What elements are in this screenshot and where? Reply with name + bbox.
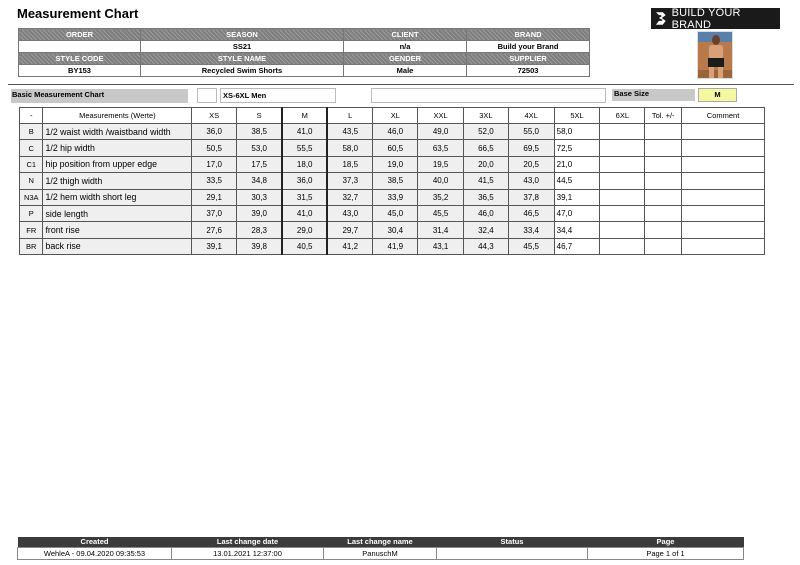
empty-field (197, 88, 217, 103)
cell-xl: 46,0 (373, 124, 418, 140)
table-row (20, 222, 765, 238)
row-measurement-name: hip position from upper edge (43, 156, 192, 172)
cell-6xl (600, 173, 645, 189)
cell-xs: 27,6 (192, 222, 237, 238)
cell-comment (682, 205, 765, 221)
cell-l: 58,0 (327, 140, 373, 156)
cell-s: 39,0 (236, 205, 282, 221)
cell-m: 41,0 (282, 124, 327, 140)
cell-m: 41,0 (282, 205, 327, 221)
row-code: BR (20, 238, 43, 254)
cell-6xl (600, 189, 645, 205)
cell-4xl: 33,4 (508, 222, 554, 238)
style-info-table (18, 28, 590, 77)
cell-m: 36,0 (282, 173, 327, 189)
cell-l: 41,2 (327, 238, 373, 254)
cell-s: 28,3 (236, 222, 282, 238)
cell-tolerance (645, 205, 682, 221)
cell-s: 30,3 (236, 189, 282, 205)
cell-tolerance (645, 140, 682, 156)
page-label: Page (588, 537, 744, 548)
table-row (20, 189, 765, 205)
row-measurement-name: 1/2 hip width (43, 140, 192, 156)
last-change-name-value: PanuschM (324, 548, 437, 560)
cell-s: 38,5 (236, 124, 282, 140)
cell-l: 32,7 (327, 189, 373, 205)
cell-xl: 19,0 (373, 156, 418, 172)
cell-4xl: 20,5 (508, 156, 554, 172)
size-range: XS-6XL Men (220, 88, 336, 103)
page-title: Measurement Chart (17, 6, 139, 21)
table-row (20, 173, 765, 189)
header-measurement: Measurements (Werte) (43, 108, 192, 124)
style-name-value: Recycled Swim Shorts (141, 65, 344, 77)
row-code: FR (20, 222, 43, 238)
cell-3xl: 32,4 (464, 222, 509, 238)
season-label: SEASON (141, 29, 344, 41)
cell-xl: 30,4 (373, 222, 418, 238)
brand-logo (651, 8, 780, 29)
header-l: L (327, 108, 373, 124)
cell-xs: 36,0 (192, 124, 237, 140)
cell-3xl: 66,5 (464, 140, 509, 156)
cell-xxl: 49,0 (418, 124, 464, 140)
cell-xl: 45,0 (373, 205, 418, 221)
page-value: Page 1 of 1 (588, 548, 744, 560)
cell-xxl: 63,5 (418, 140, 464, 156)
cell-l: 43,5 (327, 124, 373, 140)
cell-xs: 29,1 (192, 189, 237, 205)
table-row (20, 124, 765, 140)
base-size-value: M (698, 88, 737, 102)
client-value: n/a (344, 41, 467, 53)
cell-m: 31,5 (282, 189, 327, 205)
cell-tolerance (645, 238, 682, 254)
header-s: S (236, 108, 282, 124)
row-code: N (20, 173, 43, 189)
row-code: B (20, 124, 43, 140)
cell-4xl: 43,0 (508, 173, 554, 189)
measurement-table (19, 107, 765, 255)
brand-value: Build your Brand (467, 41, 590, 53)
table-row (20, 238, 765, 254)
cell-4xl: 37,8 (508, 189, 554, 205)
season-value: SS21 (141, 41, 344, 53)
cell-xxl: 19,5 (418, 156, 464, 172)
cell-m: 18,0 (282, 156, 327, 172)
supplier-label: SUPPLIER (467, 53, 590, 65)
header-xl: XL (373, 108, 418, 124)
cell-3xl: 52,0 (464, 124, 509, 140)
table-row (20, 156, 765, 172)
cell-5xl: 21,0 (554, 156, 600, 172)
cell-xl: 41,9 (373, 238, 418, 254)
row-code: C (20, 140, 43, 156)
row-code: N3A (20, 189, 43, 205)
last-change-date-label: Last change date (172, 537, 324, 548)
gender-value: Male (344, 65, 467, 77)
cell-xxl: 45,5 (418, 205, 464, 221)
cell-xl: 38,5 (373, 173, 418, 189)
cell-5xl: 44,5 (554, 173, 600, 189)
cell-5xl: 39,1 (554, 189, 600, 205)
cell-xs: 39,1 (192, 238, 237, 254)
cell-xs: 50,5 (192, 140, 237, 156)
header-xxl: XXL (418, 108, 464, 124)
header-tolerance: Tol. +/- (645, 108, 682, 124)
cell-5xl: 72,5 (554, 140, 600, 156)
cell-5xl: 34,4 (554, 222, 600, 238)
header-6xl: 6XL (600, 108, 645, 124)
cell-3xl: 20,0 (464, 156, 509, 172)
cell-m: 40,5 (282, 238, 327, 254)
row-measurement-name: front rise (43, 222, 192, 238)
cell-3xl: 44,3 (464, 238, 509, 254)
header-xs: XS (192, 108, 237, 124)
row-measurement-name: back rise (43, 238, 192, 254)
cell-comment (682, 238, 765, 254)
order-value (19, 41, 141, 53)
cell-3xl: 36,5 (464, 189, 509, 205)
blank-field (371, 88, 606, 103)
brand-logo-text: BUILD YOUR BRAND (671, 6, 741, 31)
cell-comment (682, 189, 765, 205)
table-header-row (20, 108, 765, 124)
cell-xs: 37,0 (192, 205, 237, 221)
cell-comment (682, 173, 765, 189)
cell-tolerance (645, 222, 682, 238)
row-code: P (20, 205, 43, 221)
cell-tolerance (645, 189, 682, 205)
created-value: WehleA - 09.04.2020 09:35:53 (18, 548, 172, 560)
cell-xxl: 31,4 (418, 222, 464, 238)
cell-xl: 60,5 (373, 140, 418, 156)
cell-comment (682, 140, 765, 156)
cell-4xl: 69,5 (508, 140, 554, 156)
cell-6xl (600, 238, 645, 254)
gender-label: GENDER (344, 53, 467, 65)
cell-l: 37,3 (327, 173, 373, 189)
header-4xl: 4XL (508, 108, 554, 124)
cell-5xl: 58,0 (554, 124, 600, 140)
cell-6xl (600, 156, 645, 172)
separator-line (8, 84, 794, 85)
cell-4xl: 46,5 (508, 205, 554, 221)
basic-measurement-label: Basic Measurement Chart (11, 89, 188, 103)
cell-xl: 33,9 (373, 189, 418, 205)
cell-6xl (600, 124, 645, 140)
row-measurement-name: 1/2 waist width /waistband width (43, 124, 192, 140)
cell-6xl (600, 205, 645, 221)
header-m: M (282, 108, 327, 124)
client-label: CLIENT (344, 29, 467, 41)
order-label: ORDER (19, 29, 141, 41)
status-value (437, 548, 588, 560)
cell-xxl: 35,2 (418, 189, 464, 205)
row-measurement-name: 1/2 thigh width (43, 173, 192, 189)
cell-xs: 17,0 (192, 156, 237, 172)
row-measurement-name: side length (43, 205, 192, 221)
cell-s: 53,0 (236, 140, 282, 156)
product-photo (697, 31, 733, 79)
style-name-label: STYLE NAME (141, 53, 344, 65)
cell-comment (682, 124, 765, 140)
brand-label: BRAND (467, 29, 590, 41)
cell-l: 43,0 (327, 205, 373, 221)
supplier-value: 72503 (467, 65, 590, 77)
header-3xl: 3XL (464, 108, 509, 124)
cell-s: 17,5 (236, 156, 282, 172)
table-row (20, 205, 765, 221)
cell-4xl: 55,0 (508, 124, 554, 140)
last-change-date-value: 13.01.2021 12:37:00 (172, 548, 324, 560)
cell-3xl: 46,0 (464, 205, 509, 221)
cell-l: 18,5 (327, 156, 373, 172)
cell-6xl (600, 140, 645, 156)
cell-m: 55,5 (282, 140, 327, 156)
base-size-label: Base Size (612, 89, 695, 101)
cell-5xl: 46,7 (554, 238, 600, 254)
header-code: - (20, 108, 43, 124)
cell-s: 34,8 (236, 173, 282, 189)
last-change-name-label: Last change name (324, 537, 437, 548)
cell-comment (682, 222, 765, 238)
cell-m: 29,0 (282, 222, 327, 238)
cell-xxl: 40,0 (418, 173, 464, 189)
cell-comment (682, 156, 765, 172)
cell-6xl (600, 222, 645, 238)
cell-5xl: 47,0 (554, 205, 600, 221)
cell-xxl: 43,1 (418, 238, 464, 254)
cell-tolerance (645, 173, 682, 189)
cell-xs: 33,5 (192, 173, 237, 189)
cell-tolerance (645, 156, 682, 172)
row-code: C1 (20, 156, 43, 172)
style-code-value: BY153 (19, 65, 141, 77)
cell-3xl: 41,5 (464, 173, 509, 189)
created-label: Created (18, 537, 172, 548)
cell-4xl: 45,5 (508, 238, 554, 254)
cell-l: 29,7 (327, 222, 373, 238)
header-5xl: 5XL (554, 108, 600, 124)
style-code-label: STYLE CODE (19, 53, 141, 65)
cell-s: 39,8 (236, 238, 282, 254)
header-comment: Comment (682, 108, 765, 124)
row-measurement-name: 1/2 hem width short leg (43, 189, 192, 205)
brand-b-logo-icon (655, 11, 668, 26)
status-label: Status (437, 537, 588, 548)
table-row (20, 140, 765, 156)
cell-tolerance (645, 124, 682, 140)
footer-table (17, 537, 744, 560)
